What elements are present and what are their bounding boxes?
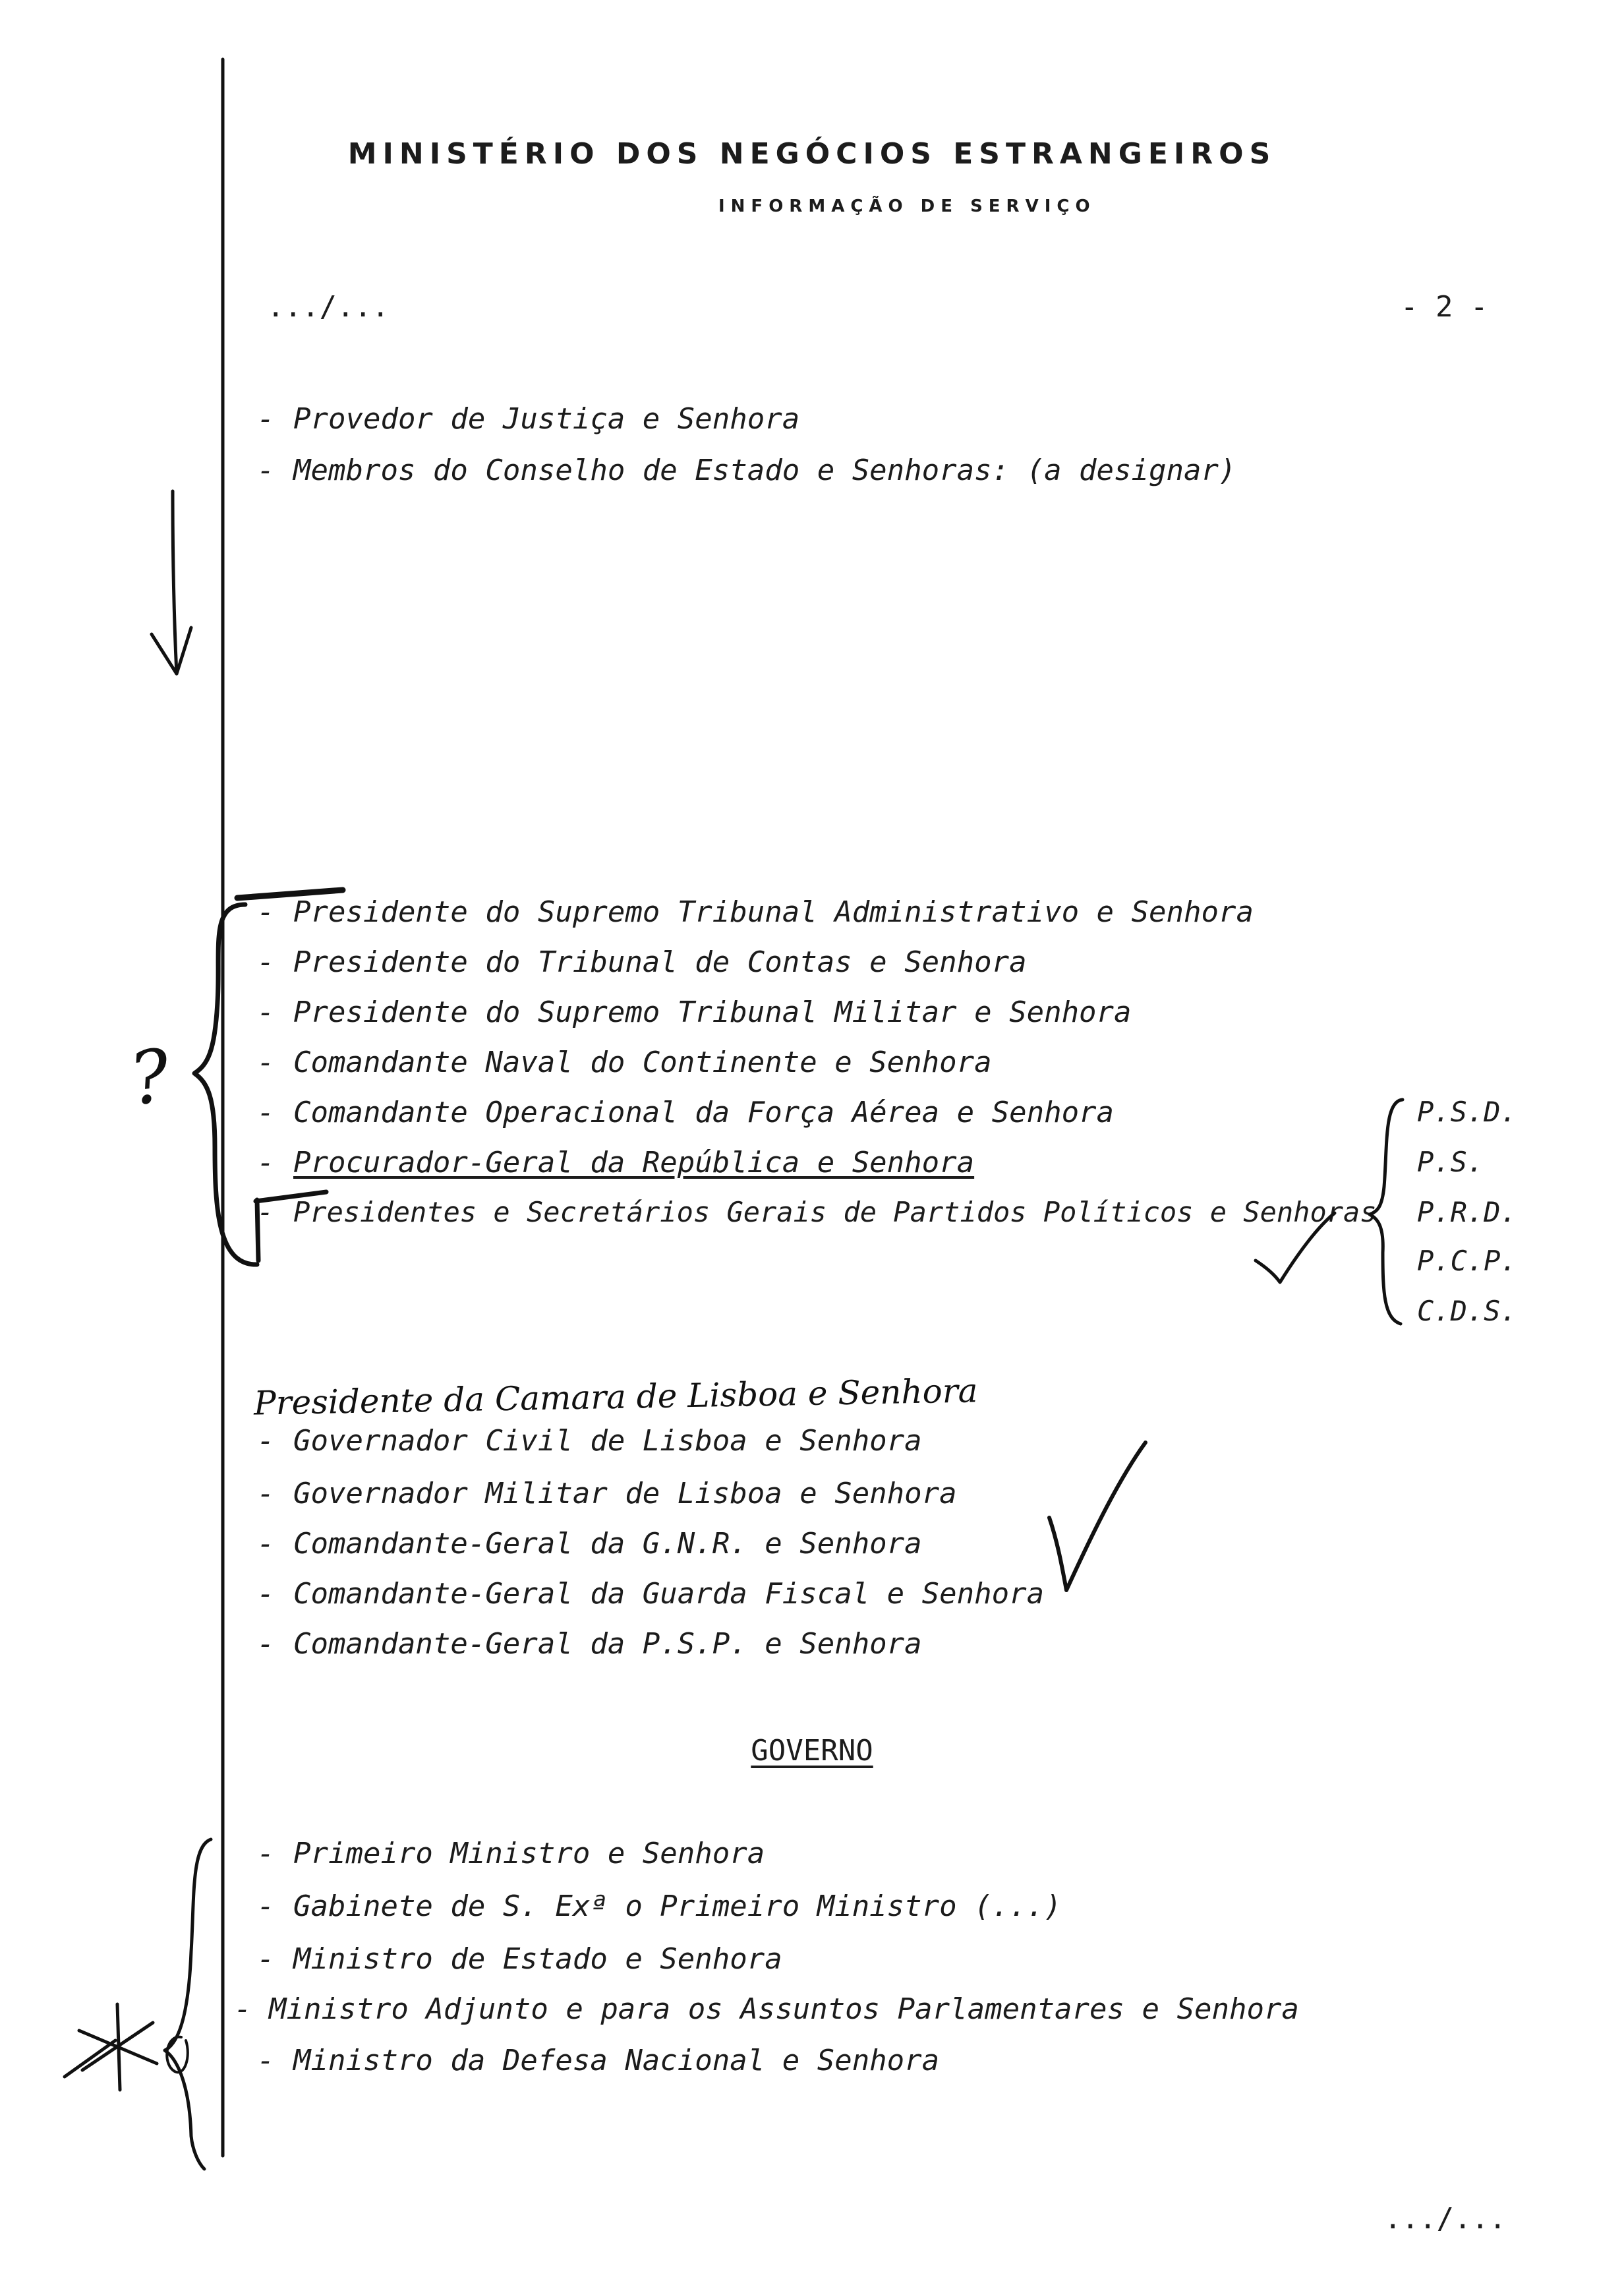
list-dash: - <box>257 1627 275 1661</box>
list-item-text: Presidente do Supremo Tribunal Administrativo e Senhora <box>293 895 1254 929</box>
list-dash: - <box>257 2044 275 2077</box>
list-dash: - <box>257 402 275 436</box>
continues-marker: .../... <box>1384 2202 1507 2236</box>
brace-top-stroke <box>237 890 343 898</box>
ministry-title: MINISTÉRIO DOS NEGÓCIOS ESTRANGEIROS <box>347 137 1277 171</box>
list-item-text: Presidentes e Secretários Gerais de Partidos Políticos e Senhoras <box>293 1196 1377 1228</box>
list-item-text: Governador Civil de Lisboa e Senhora <box>293 1424 922 1458</box>
question-mark-annotation: ? <box>125 1032 175 1122</box>
government-brace-icon <box>165 1839 211 2169</box>
party-abbreviation: P.S. <box>1417 1146 1484 1178</box>
list-dash: - <box>257 996 275 1029</box>
checkmark-large-icon <box>1049 1442 1146 1590</box>
party-abbreviation: C.D.S. <box>1417 1295 1517 1327</box>
list-dash: - <box>257 1477 275 1510</box>
list-item-text: Ministro da Defesa Nacional e Senhora <box>293 2044 940 2077</box>
section-heading-text: GOVERNO <box>751 1734 873 1768</box>
continued-from-marker: .../... <box>267 290 390 324</box>
bracket-mark <box>256 1192 326 1261</box>
list-item-text: Ministro Adjunto e para os Assuntos Parlamentares e Senhora <box>269 1992 1299 2026</box>
list-dash: - <box>257 1577 275 1611</box>
list-dash: - <box>257 1837 275 1870</box>
list-dash: - <box>257 1196 274 1228</box>
list-item-text: Presidente do Supremo Tribunal Militar e Senhora <box>293 996 1132 1029</box>
document-subtitle: INFORMAÇÃO DE SERVIÇO <box>718 196 1096 216</box>
list-item-text: Governador Militar de Lisboa e Senhora <box>293 1477 957 1510</box>
party-abbreviation: P.C.P. <box>1417 1245 1517 1277</box>
list-dash: - <box>257 895 275 929</box>
party-brace-icon <box>1370 1100 1403 1324</box>
list-item-text: Provedor de Justiça e Senhora <box>293 402 800 436</box>
list-dash: - <box>257 945 275 979</box>
list-dash: - <box>234 1992 252 2026</box>
list-dash: - <box>257 454 275 487</box>
list-item-text: Ministro de Estado e Senhora <box>293 1942 782 1976</box>
list-item-text: Comandante-Geral da G.N.R. e Senhora <box>293 1527 922 1561</box>
list-item-text: Gabinete de S. Exª o Primeiro Ministro (...) <box>293 1889 1062 1923</box>
arrow-down-icon <box>173 491 177 674</box>
list-dash: - <box>257 1942 275 1976</box>
checkmark-icon <box>1256 1213 1335 1282</box>
list-item-text: Membros do Conselho de Estado e Senhoras: (a designar) <box>293 454 1236 487</box>
list-item-text: Presidente do Tribunal de Contas e Senhora <box>293 945 1027 979</box>
list-dash: - <box>257 1527 275 1561</box>
list-item-text: Comandante-Geral da P.S.P. e Senhora <box>293 1627 922 1661</box>
list-dash: - <box>257 1424 275 1458</box>
list-item-text: Procurador-Geral da República e Senhora <box>293 1146 975 1179</box>
arrow-down-head-icon <box>152 628 191 674</box>
handwritten-insert: Presidente da Camara de Lisboa e Senhora <box>253 1371 978 1423</box>
page-number: - 2 - <box>1401 290 1488 324</box>
left-brace-icon <box>194 905 257 1264</box>
party-abbreviation: P.R.D. <box>1417 1196 1517 1228</box>
list-dash: - <box>257 1889 275 1923</box>
list-dash: - <box>257 1096 275 1129</box>
asterisk-icon <box>65 2004 157 2090</box>
list-dash: - <box>257 1046 275 1079</box>
list-item-text: Primeiro Ministro e Senhora <box>293 1837 765 1870</box>
party-abbreviation: P.S.D. <box>1417 1096 1517 1128</box>
list-dash: - <box>257 1146 275 1179</box>
list-item-text: Comandante Naval do Continente e Senhora <box>293 1046 992 1079</box>
list-item-text: Comandante-Geral da Guarda Fiscal e Senhora <box>293 1577 1045 1611</box>
list-item-text: Comandante Operacional da Força Aérea e Senhora <box>293 1096 1115 1129</box>
